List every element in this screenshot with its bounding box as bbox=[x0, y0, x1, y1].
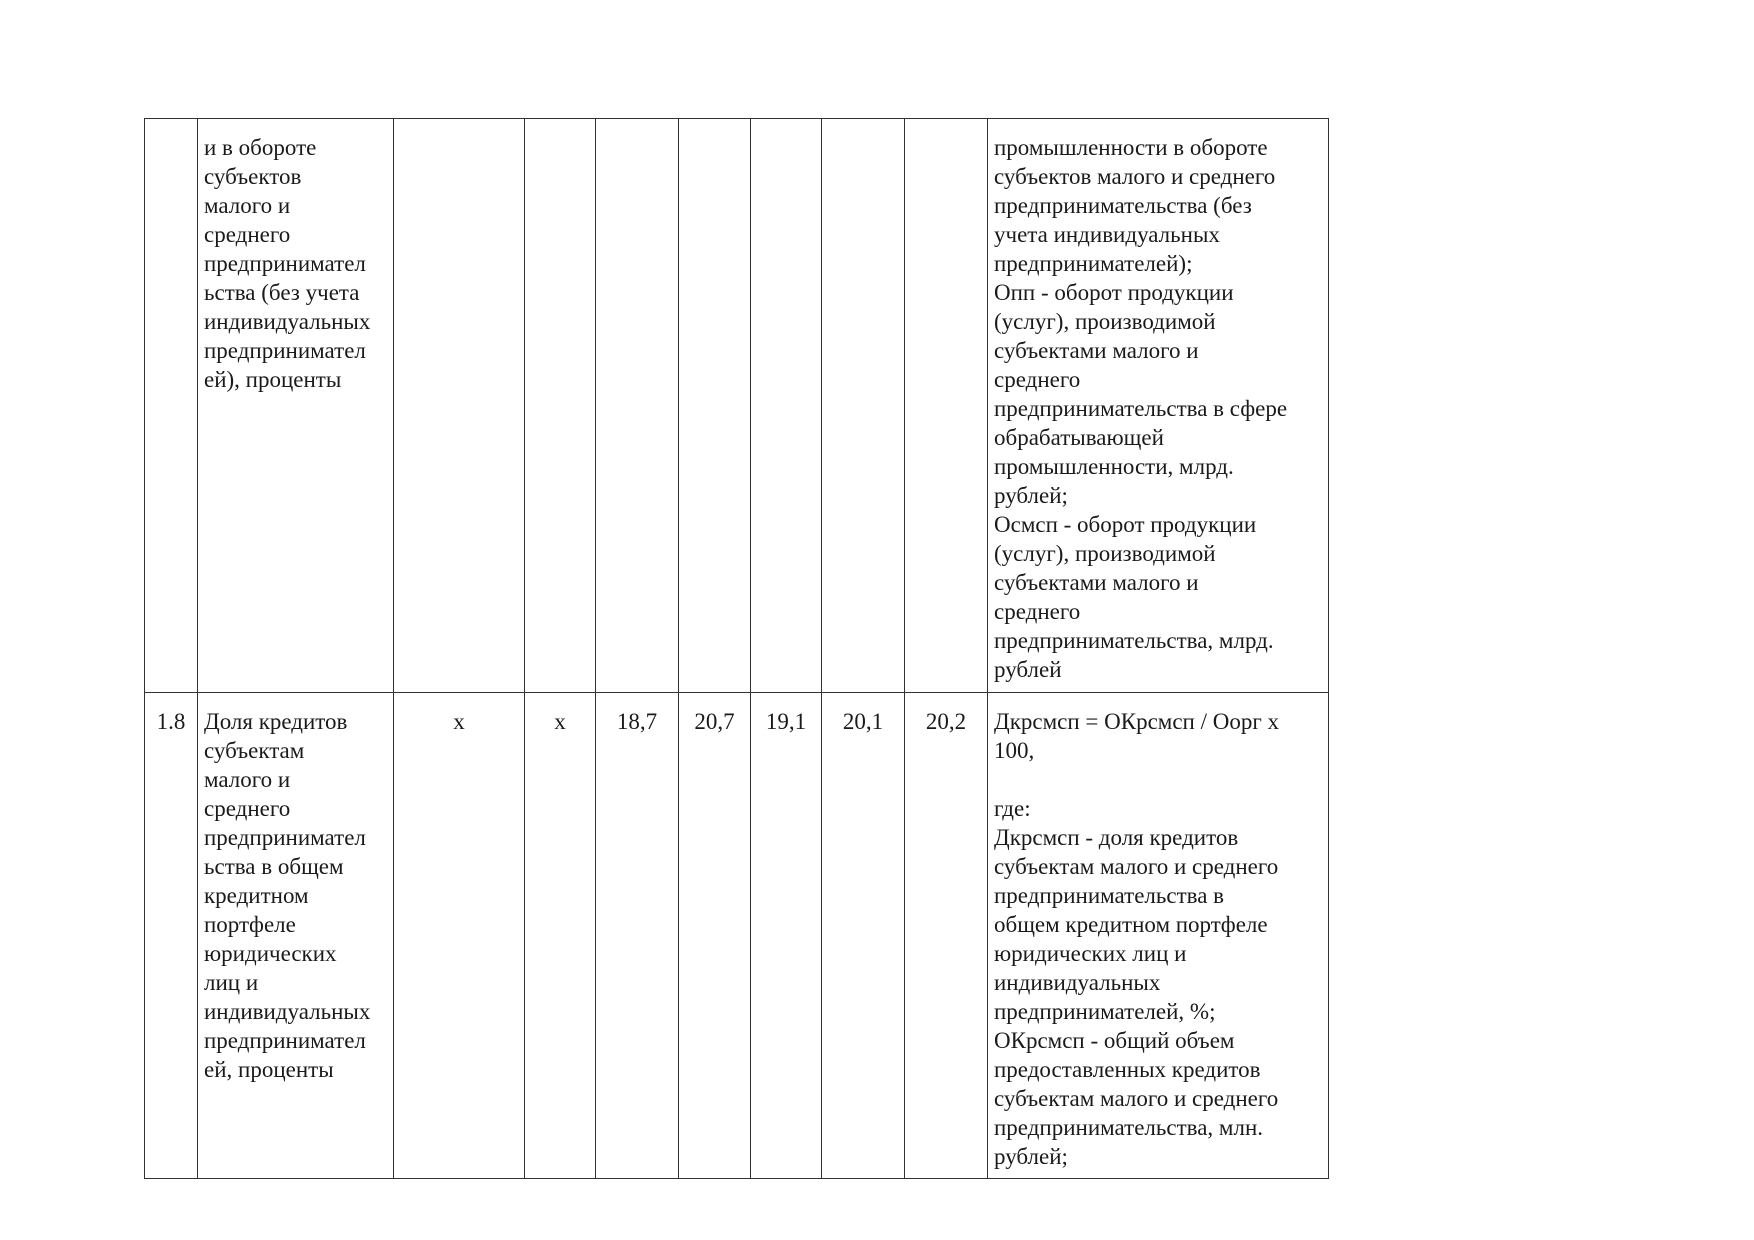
indicator-name-line: лиц и bbox=[204, 970, 259, 995]
methodology-line: рублей; bbox=[994, 1144, 1068, 1169]
indicator-name-line: предпринимател bbox=[204, 1028, 366, 1053]
methodology-line: предпринимательства, млн. bbox=[994, 1115, 1264, 1140]
methodology-line: рублей; bbox=[994, 483, 1068, 508]
methodology-cell bbox=[988, 119, 1329, 693]
value-cell bbox=[394, 693, 525, 1179]
indicator-name-line: предпринимател bbox=[204, 251, 366, 276]
methodology-line: предпринимательства в сфере bbox=[994, 396, 1288, 421]
methodology-line: субъектам малого и среднего bbox=[994, 854, 1279, 879]
table-row bbox=[145, 693, 1329, 1179]
indicator-name-line: среднего bbox=[204, 796, 291, 821]
indicator-name-line: юридических bbox=[204, 941, 337, 966]
table-body bbox=[145, 119, 1329, 1179]
methodology-line: ОКрсмсп - общий объем bbox=[994, 1028, 1235, 1053]
methodology-line: учета индивидуальных bbox=[994, 222, 1220, 247]
indicator-name-line: малого и bbox=[204, 767, 291, 792]
methodology-line: субъектами малого и bbox=[994, 338, 1199, 363]
value-cell bbox=[596, 693, 679, 1179]
methodology-line: (услуг), производимой bbox=[994, 541, 1216, 566]
methodology-line: Дкрсмсп = ОКрсмсп / Оорг х bbox=[994, 709, 1280, 734]
value-cell bbox=[394, 119, 525, 693]
value-text: 18,7 bbox=[616, 709, 658, 734]
methodology-line: промышленности в обороте bbox=[994, 135, 1268, 160]
methodology-line: (услуг), производимой bbox=[994, 309, 1216, 334]
value-cell bbox=[822, 693, 905, 1179]
methodology-line: предпринимателей, %; bbox=[994, 999, 1216, 1024]
methodology-line: среднего bbox=[994, 599, 1081, 624]
indicator-name-line: среднего bbox=[204, 222, 291, 247]
indicator-name-line: портфеле bbox=[204, 912, 296, 937]
value-cell bbox=[525, 693, 596, 1179]
value-cell bbox=[525, 119, 596, 693]
value-cell bbox=[596, 119, 679, 693]
row-number: 1.8 bbox=[156, 709, 186, 734]
indicator-name-line: индивидуальных bbox=[204, 999, 371, 1024]
methodology-line: 100, bbox=[994, 738, 1035, 763]
methodology-line: субъектам малого и среднего bbox=[994, 1086, 1279, 1111]
indicator-name-line: кредитном bbox=[204, 883, 309, 908]
methodology-line bbox=[994, 765, 1322, 794]
indicator-name-cell bbox=[198, 119, 394, 693]
methodology-line: промышленности, млрд. bbox=[994, 454, 1234, 479]
methodology-line: предпринимательства в bbox=[994, 883, 1225, 908]
indicator-name-line: ей), проценты bbox=[204, 367, 342, 392]
indicator-name-line: предпринимател bbox=[204, 338, 366, 363]
indicator-name-cell bbox=[198, 693, 394, 1179]
value-text: х bbox=[554, 709, 566, 734]
methodology-line: общем кредитном портфеле bbox=[994, 912, 1268, 937]
indicator-name-line: индивидуальных bbox=[204, 309, 371, 334]
indicator-name-line: и в обороте bbox=[204, 135, 317, 160]
methodology-line: индивидуальных bbox=[994, 970, 1161, 995]
methodology-line: предоставленных кредитов bbox=[994, 1057, 1261, 1082]
value-cell bbox=[679, 119, 751, 693]
value-text: 19,1 bbox=[765, 709, 807, 734]
value-cell bbox=[751, 693, 822, 1179]
methodology-cell bbox=[988, 693, 1329, 1179]
indicator-name-line: ьства (без учета bbox=[204, 280, 360, 305]
value-cell bbox=[751, 119, 822, 693]
methodology-line: Опп - оборот продукции bbox=[994, 280, 1234, 305]
indicator-name-line: ьства в общем bbox=[204, 854, 344, 879]
methodology-line: предпринимательства (без bbox=[994, 193, 1252, 218]
value-cell bbox=[822, 119, 905, 693]
value-text: 20,2 bbox=[925, 709, 967, 734]
methodology-line: предпринимательства, млрд. bbox=[994, 628, 1274, 653]
indicator-name-line: ей, проценты bbox=[204, 1057, 334, 1082]
methodology-line: предпринимателей); bbox=[994, 251, 1193, 276]
methodology-line: Осмсп - оборот продукции bbox=[994, 512, 1257, 537]
methodology-line: юридических лиц и bbox=[994, 941, 1187, 966]
methodology-line: где: bbox=[994, 796, 1031, 821]
table-row bbox=[145, 119, 1329, 693]
indicator-name-line: Доля кредитов bbox=[204, 709, 348, 734]
value-cell bbox=[905, 119, 988, 693]
value-cell bbox=[679, 693, 751, 1179]
value-text: 20,1 bbox=[842, 709, 884, 734]
indicator-name-line: малого и bbox=[204, 193, 291, 218]
methodology-line: субъектами малого и bbox=[994, 570, 1199, 595]
indicator-table bbox=[144, 118, 1329, 1179]
methodology-line: рублей bbox=[994, 657, 1062, 682]
row-number-cell bbox=[145, 119, 198, 693]
methodology-line: среднего bbox=[994, 367, 1081, 392]
indicator-name-line: субъектам bbox=[204, 738, 305, 763]
indicator-name-line: предпринимател bbox=[204, 825, 366, 850]
value-text: 20,7 bbox=[694, 709, 735, 734]
methodology-line: Дкрсмсп - доля кредитов bbox=[994, 825, 1239, 850]
methodology-line: обрабатывающей bbox=[994, 425, 1164, 450]
value-cell bbox=[905, 693, 988, 1179]
row-number-cell bbox=[145, 693, 198, 1179]
indicator-name-line: субъектов bbox=[204, 164, 302, 189]
methodology-line: субъектов малого и среднего bbox=[994, 164, 1276, 189]
value-text: х bbox=[453, 709, 465, 734]
